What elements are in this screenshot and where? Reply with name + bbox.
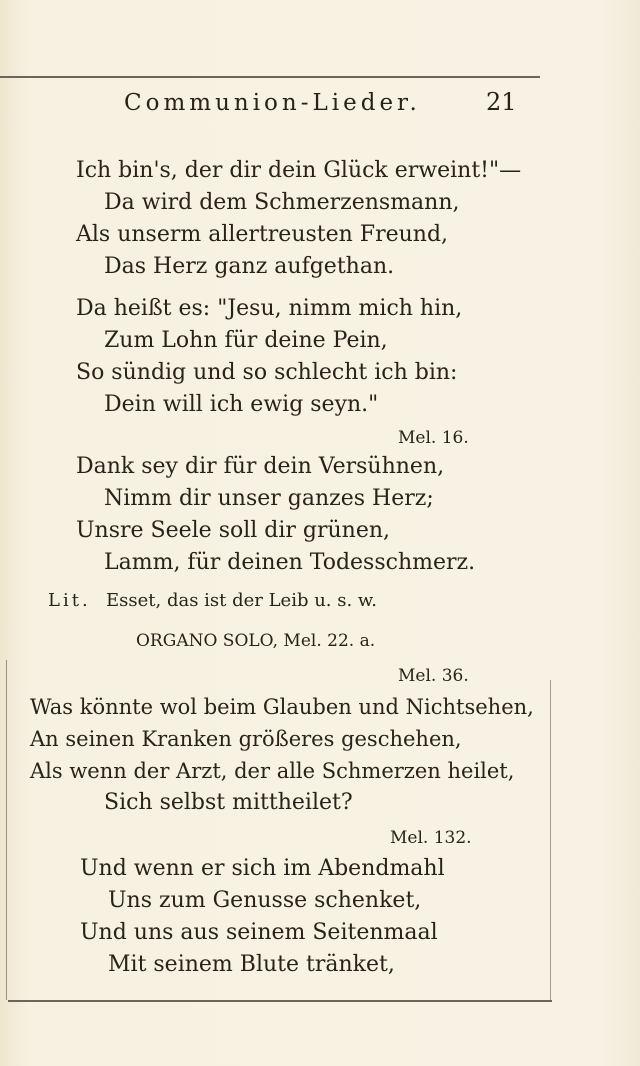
running-title: Communion-Lieder. <box>124 90 421 116</box>
verse-line: Unsre Seele soll dir grünen, <box>76 518 391 543</box>
verse-line: Da wird dem Schmerzensmann, <box>104 190 460 215</box>
verse-line: An seinen Kranken größeres geschehen, <box>30 727 462 751</box>
verse-line: Sich selbst mittheilet? <box>104 790 353 815</box>
page-number: 21 <box>486 88 517 116</box>
page-header <box>0 86 540 126</box>
header-rule <box>0 76 540 78</box>
melody-reference: Mel. 16. <box>398 428 469 448</box>
verse-line: Dank sey dir für dein Versühnen, <box>76 454 445 479</box>
verse-line: Dein will ich ewig seyn." <box>104 392 379 417</box>
melody-reference: Mel. 36. <box>398 666 469 686</box>
liturgy-label: Lit. <box>48 590 91 611</box>
verse-line: Ich bin's, der dir dein Glück erweint!"— <box>76 158 522 183</box>
verse-line: Und uns aus seinem Seitenmaal <box>80 920 438 945</box>
verse-line: Als wenn der Arzt, der alle Schmerzen heilet, <box>30 759 515 783</box>
right-margin-rule <box>550 680 551 1000</box>
verse-line: Uns zum Genusse schenket, <box>108 888 422 913</box>
left-margin-rule <box>6 660 7 1000</box>
verse-line: Als unserm allertreusten Freund, <box>76 222 449 247</box>
verse-line: Nimm dir unser ganzes Herz; <box>104 486 434 511</box>
verse-line: Mit seinem Blute tränket, <box>108 952 395 977</box>
melody-reference: Mel. 132. <box>390 828 472 848</box>
footer-rule <box>8 1000 552 1002</box>
verse-line: Lamm, für deinen Todesschmerz. <box>104 550 476 575</box>
verse-line: Was könnte wol beim Glauben und Nichtsehen, <box>30 695 534 719</box>
verse-line: Da heißt es: "Jesu, nimm mich hin, <box>76 296 463 321</box>
verse-line: Zum Lohn für deine Pein, <box>104 328 388 353</box>
verse-line: Und wenn er sich im Abendmahl <box>80 856 445 881</box>
verse-line: Das Herz ganz aufgethan. <box>104 254 395 279</box>
organo-solo: ORGANO SOLO, Mel. 22. a. <box>136 631 376 651</box>
verse-line: So sündig und so schlecht ich bin: <box>76 360 458 385</box>
liturgy-text: Esset, das ist der Leib u. s. w. <box>106 590 377 611</box>
